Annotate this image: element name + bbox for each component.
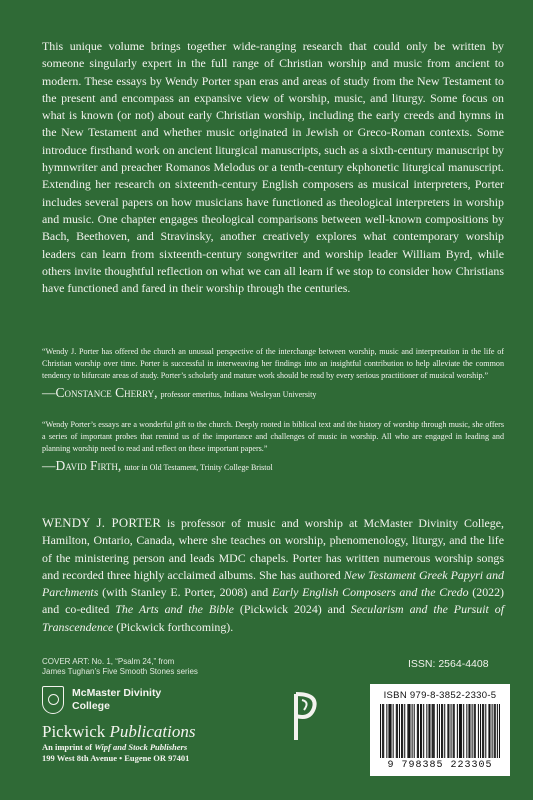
cover-art-line: COVER ART: No. 1, “Psalm 24,” from (42, 657, 175, 666)
bio-text: (Pickwick 2024) and (233, 602, 351, 617)
endorsement-1 (42, 346, 504, 402)
brand-text-italic: Publications (109, 722, 196, 741)
bio-text: (with Stanley E. Porter, 2008) and (98, 585, 272, 600)
book-title: New Testament Greek Papyri and Parchments (42, 567, 504, 600)
cover-art-line: James Tughan’s Five Smooth Stones series (42, 667, 198, 676)
seminary-name-line: McMaster Divinity (72, 687, 162, 699)
publisher-imprint (42, 742, 272, 753)
author-name: WENDY J. PORTER (42, 516, 162, 530)
imprint-name: Wipf and Stock Publishers (94, 742, 188, 752)
issn: ISSN: 2564-4408 (408, 658, 489, 670)
endorser-name: —David Firth, (42, 457, 122, 473)
pickwick-p-logo-icon (290, 690, 320, 742)
book-title: Secularism and the Pursuit of Transcendence (42, 602, 505, 634)
barcode-bars-icon (380, 704, 500, 758)
isbn-number: ISBN 979-8-3852-2330-5 (383, 690, 497, 701)
endorsement-text: “Wendy J. Porter has offered the church an unusual perspective of the interchange between worship, music and interpretation in the life of Christian worship over time. Porter is successful in interweaving her findings into an insightful contribution to help alleviate the common tendency to bifurcate areas of study. Porter’s scholarly and mature work should be read by every serious practitioner of musical worship.” (42, 347, 504, 381)
imprint-prefix: An imprint of (42, 742, 95, 752)
barcode-digits: 9 798385 223305 (387, 760, 493, 771)
author-bio (42, 515, 504, 636)
publisher-address: 199 West 8th Avenue • Eugene OR 97401 (42, 753, 190, 763)
endorsement-2 (42, 419, 504, 475)
publisher-brand (42, 722, 272, 742)
endorsement-text: “Wendy Porter’s essays are a wonderful gift to the church. Deeply rooted in biblical text and the history of worship through music, she offers a series of important probes that remind us of the importance and challenges of music in worship. All who are engaged in leading and planning worship need to read and reflect on these important papers.” (42, 420, 504, 454)
endorsement-attribution (42, 458, 504, 475)
book-title: The Arts and the Bible (115, 602, 234, 617)
bio-text: (2022) and co-edited (42, 585, 504, 617)
brand-text: Pickwick (42, 722, 110, 741)
book-title: Early English Composers and the Credo (271, 585, 469, 600)
endorsement-attribution (42, 385, 504, 402)
endorser-affiliation: tutor in Old Testament, Trinity College Bristol (124, 462, 273, 472)
seminary-name (72, 687, 182, 713)
seminary-name-line: College (72, 700, 110, 712)
book-description: This unique volume brings together wide-ranging research that could only be written by someone singularly expert in the full range of Christian worship and music from ancient to modern. These essays by Wendy Porter span eras and areas of study from the New Testament to the present and encompass an expansive view of worship, music, and liturgy. Some focus on what is known (or not) about early Christian worship, including the early creeds and hymns in the New Testament and whether music originated in Jewish or Greco-Roman contexts. Some introduce firsthand work on ancient liturgical manuscripts, such as a sixth-century manuscript by hymnwriter and preacher Romanos Melodus or a tenth-century ekphonetic liturgical manuscript. Extending her research on sixteenth-century English composers as musical interpreters, Porter includes several papers on how musicians have functioned as theological interpreters in worship and music. One chapter engages theological comparisons between well-known compositions by Bach, Beethoven, and Stravinsky, another creatively explores what contemporary worship leaders can learn from sixteenth-century songwriter and worship leader William Byrd, while others invite thoughtful reflection on what we can all learn if we stop to consider how Christians have functioned and fared in their worship through the centuries. (42, 39, 504, 296)
bio-text: is professor of music and worship at McMaster Divinity College, Hamilton, Ontario, Canada, where she teaches on worship, phenomenology, liturgy, and the life of the ministering person and leads MDC chapels. Porter has written numerous worship songs and recorded three highly acclaimed albums. She has authored (42, 516, 504, 582)
endorser-name: —Constance Cherry, (42, 384, 158, 400)
crest-icon (42, 686, 64, 714)
mcmaster-divinity-logo (42, 686, 182, 718)
barcode (370, 684, 510, 776)
bio-text: (Pickwick forthcoming). (113, 619, 234, 634)
cover-art-credit (42, 657, 272, 677)
publisher-block (42, 722, 272, 764)
endorser-affiliation: professor emeritus, Indiana Wesleyan University (160, 389, 317, 399)
